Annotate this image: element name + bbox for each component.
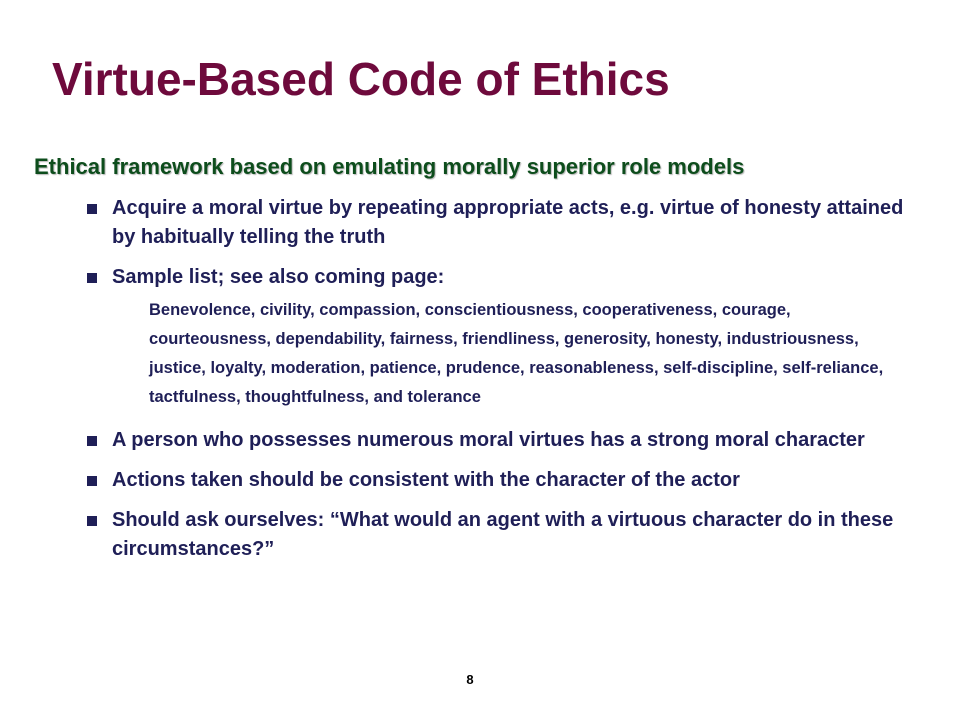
bullet-text: Sample list; see also coming page: [112, 266, 445, 288]
bullet-item [84, 194, 904, 252]
square-bullet-icon [87, 516, 97, 526]
square-bullet-icon [87, 476, 97, 486]
square-bullet-icon [87, 273, 97, 283]
page-number: 8 [466, 672, 474, 687]
subheading: Ethical framework based on emulating morally superior role models [34, 154, 745, 179]
bullet-item [84, 506, 904, 564]
virtue-list-item [84, 296, 904, 412]
square-bullet-icon [87, 204, 97, 214]
virtue-list: Benevolence, civility, compassion, conscientiousness, cooperativeness, courage, courteousness, dependability, fairness, friendliness, generosity, honesty, industriousness, justice, loyalty, moderation, patience, prudence, reasonableness, self-discipline, self-reliance, tactfulness, thoughtfulness, and tolerance [149, 301, 884, 406]
bullet-text: Actions taken should be consistent with the character of the actor [112, 469, 740, 491]
slide-title: Virtue-Based Code of Ethics [52, 53, 670, 105]
square-bullet-icon [87, 436, 97, 446]
bullet-text: Acquire a moral virtue by repeating appropriate acts, e.g. virtue of honesty attained by habitually telling the truth [112, 197, 904, 248]
bullet-item [84, 426, 904, 455]
bullet-text: A person who possesses numerous moral virtues has a strong moral character [112, 429, 865, 451]
bullet-item [84, 263, 904, 292]
bullet-list [84, 194, 904, 564]
bullet-item [84, 466, 904, 495]
bullet-text: Should ask ourselves: “What would an agent with a virtuous character do in these circumstances?” [112, 509, 894, 560]
